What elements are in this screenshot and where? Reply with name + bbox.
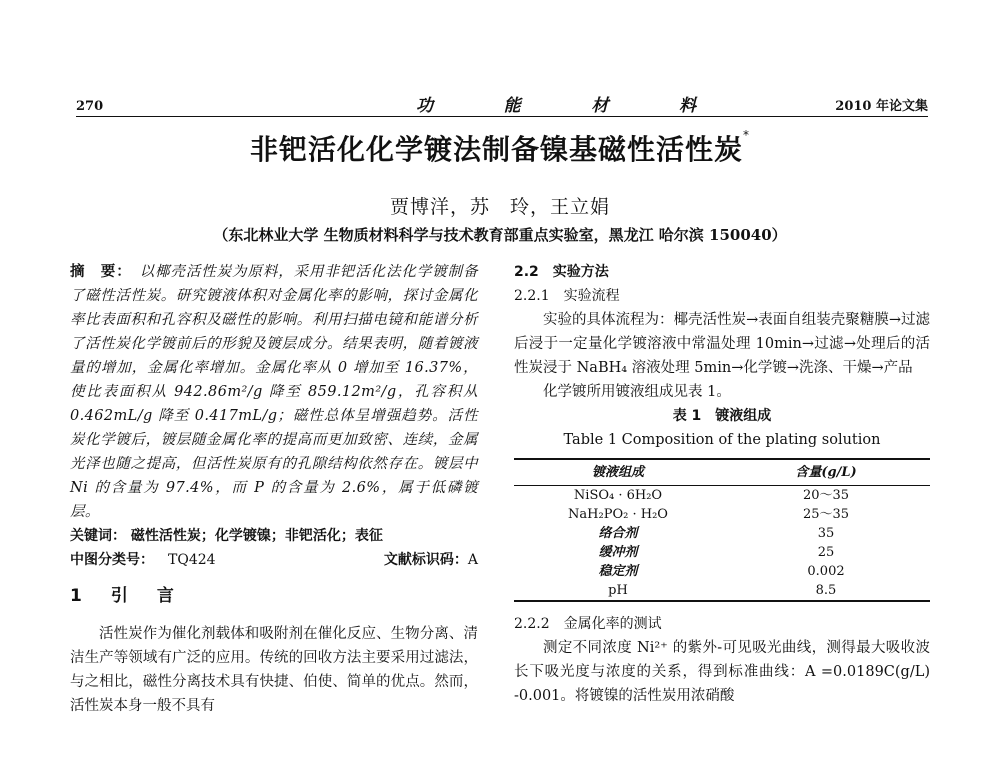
clc-value: TQ424 [168,552,216,568]
table-cell: NaH₂PO₂ · H₂O [568,507,668,522]
table-header-cell: 镀液组成 [514,459,722,486]
abstract-text: 以椰壳活性炭为原料，采用非钯活化法化学镀制备了磁性活性炭。研究镀液体积对金属化率的影响，探讨金属化率比表面积和孔容积及磁性的影响。利用扫描电镜和能谱分析了活性炭化学镀前后的形貌及镀层成分。结果表明，随着镀液量的增加，金属化率增加。金属化率从 0 增加至 16.37%，使比表面积从 942.86m²/g 降至 859.12m²/g，孔容积从 0.462mL/g 降至 0.417mL/g；磁性总体呈增强趋势。活性炭化学镀后，镀层随金属化率的提高而更加致密、连续，金属光泽也随之提高，但活性炭原有的孔隙结构依然存在。镀层中 Ni 的含量为 97.4%，而 P 的含量为 2.6%，属于低磷镀层。 [70,264,478,520]
right-column [514,260,930,708]
subsection-heading-flow: 2.2.1 实验流程 [514,288,620,304]
doc-code-value: A [467,552,478,568]
journal-char: 材 [591,96,609,116]
table-cell: 稳定剂 [598,564,638,579]
section-heading-methods: 2.2 实验方法 [514,264,609,280]
table-intro: 化学镀所用镀液组成见表 1。 [543,384,731,400]
table-row [514,524,930,543]
title-footnote-mark: * [743,128,750,142]
keywords-label: 关键词： [70,528,126,544]
paper-title: 非钯活化化学镀法制备镍基磁性活性炭* [249,128,750,166]
journal-char: 功 [416,96,433,116]
table-cell: 35 [817,526,835,541]
year-label: 2010 年论文集 [835,99,928,114]
subsection-heading-metallization: 2.2.2 金属化率的测试 [514,616,662,632]
keywords-value: 磁性活性炭；化学镀镍；非钯活化；表征 [130,528,383,544]
table-cell: NiSO₄ · 6H₂O [573,488,663,503]
table-caption: 表 1 镀液组成 [672,408,772,424]
abstract [70,260,478,524]
abstract-label: 摘 要： [70,264,132,280]
journal-char: 料 [678,96,696,116]
table-caption-en: Table 1 Composition of the plating solution [563,432,881,448]
journal-name [416,91,696,116]
table-header-cell: 含量(g/L) [722,459,930,486]
table-cell: 20～35 [802,488,850,503]
flow-paragraph: 实验的具体流程为：椰壳活性炭→表面自组装壳聚糖膜→过滤后浸于一定量化学镀溶液中常温处理 10min→过滤→处理后的活性炭浸于 NaBH₄ 溶液处理 5min→化学镀→洗涤、干燥→产品 [514,312,930,376]
doc-code-label: 文献标识码： [383,552,468,568]
table-row [514,562,930,581]
table-cell: 缓冲剂 [598,545,638,560]
table-row [514,581,930,601]
page-number: 270 [76,99,104,114]
affiliation: （东北林业大学 生物质材料科学与技术教育部重点实验室，黑龙江 哈尔滨 150040） [213,226,787,244]
table-cell: 络合剂 [598,526,638,541]
table-row [514,543,930,562]
classification-line [70,548,478,572]
authors: 贾博洋，苏 玲，王立娟 [389,196,610,218]
table-row [514,505,930,524]
intro-paragraph: 活性炭作为催化剂载体和吸附剂在催化反应、生物分离、清洁生产等领域有广泛的应用。传统的回收方法主要采用过滤法，与之相比，磁性分离技术具有快捷、伯使、简单的优点。然而，活性炭本身一般不具有 [70,626,478,714]
table-row [514,486,930,506]
metallization-paragraph: 测定不同浓度 Ni²⁺ 的紫外-可见吸光曲线，测得最大吸收波长下吸光度与浓度的关系，得到标准曲线：A =0.0189C(g/L) -0.001。将镀镍的活性炭用浓硝酸 [514,640,930,704]
table-cell: 0.002 [807,564,845,579]
running-header [76,94,928,117]
clc-label: 中图分类号： [70,552,154,568]
table-cell: 25 [817,545,835,560]
table-cell: pH [514,581,722,601]
table-cell: 8.5 [722,581,930,601]
journal-char: 能 [503,96,521,116]
table-cell: 25～35 [802,507,850,522]
table-header-row [514,459,930,486]
composition-table [514,458,930,602]
keywords [70,524,478,548]
section-heading-intro: 1 引 言 [70,586,180,606]
left-column [70,260,478,718]
